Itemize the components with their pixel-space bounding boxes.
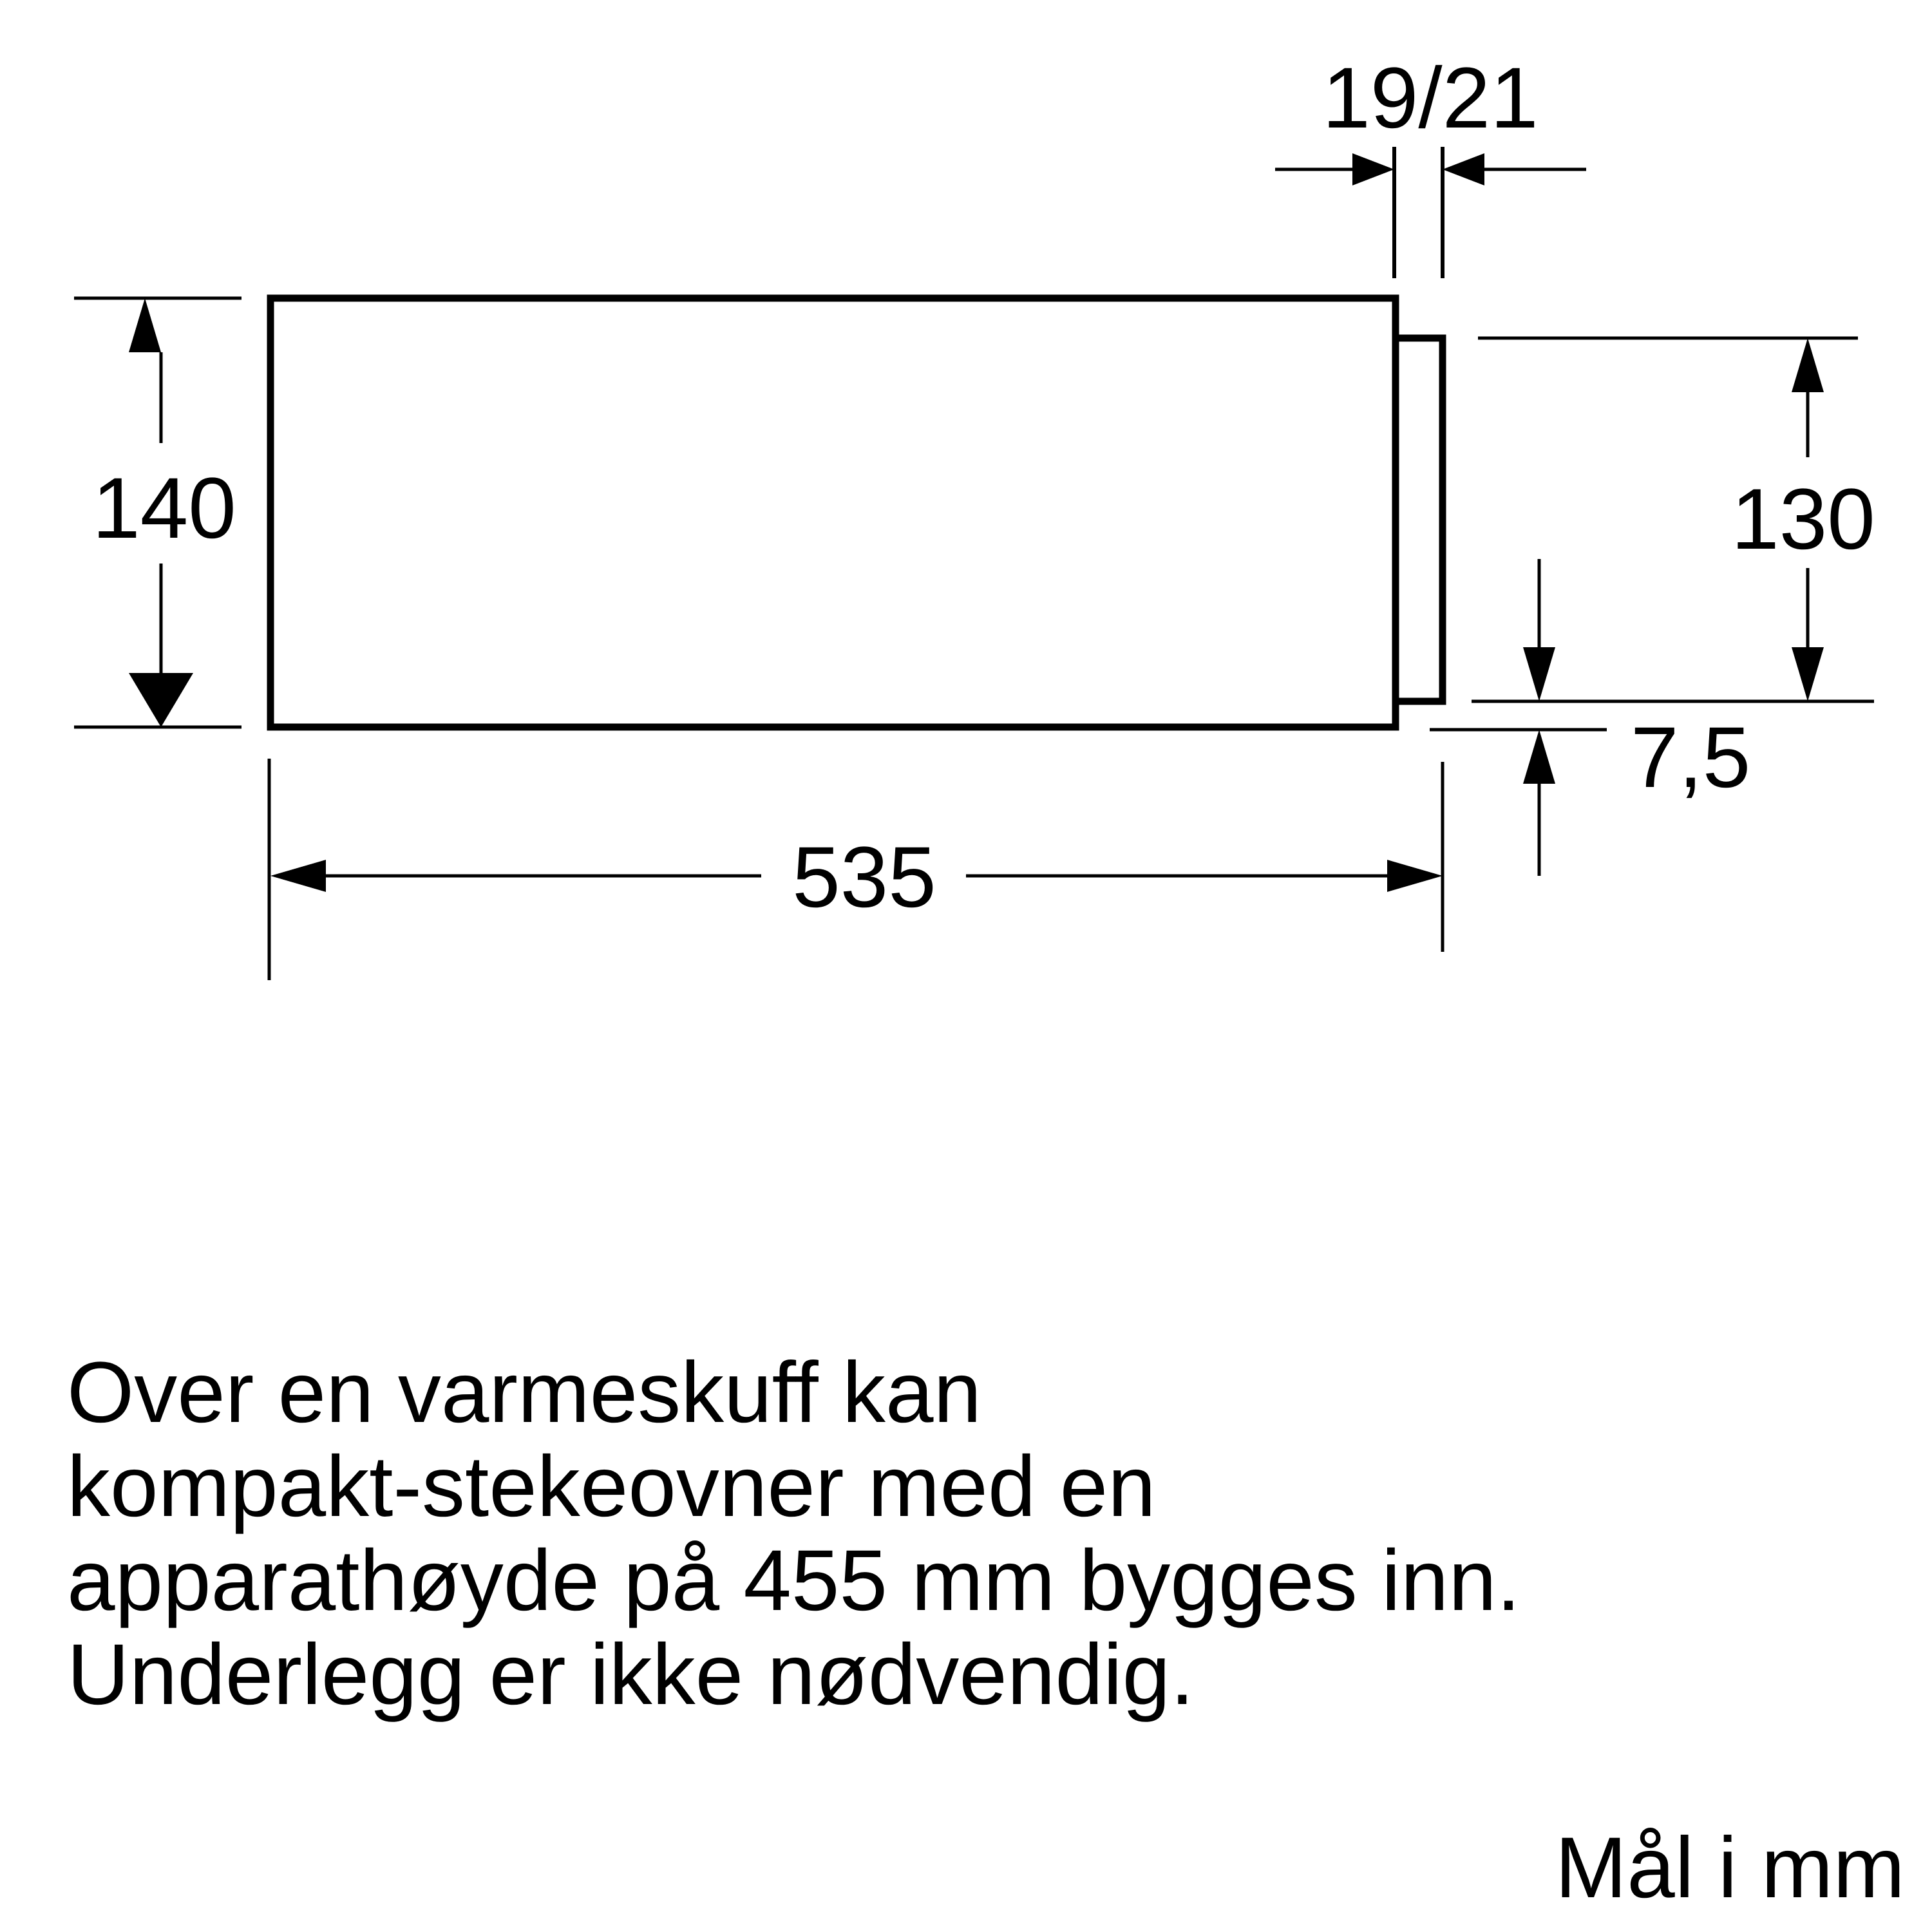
- arrow-right-icon: [1352, 153, 1394, 185]
- arrow-down-icon: [1792, 647, 1824, 701]
- arrow-left-icon: [1443, 153, 1484, 185]
- height-dimension: [74, 298, 242, 727]
- dimension-label-height: 140: [92, 460, 236, 556]
- note-line: Over en varmeskuff kan: [67, 1345, 982, 1441]
- dimension-label-front-height: 130: [1731, 471, 1875, 567]
- arrow-down-icon: [1523, 647, 1555, 701]
- drawer-front-outline: [1396, 338, 1443, 701]
- units-label: Mål i mm: [1555, 1820, 1905, 1916]
- dimension-label-offset: 7,5: [1631, 710, 1751, 806]
- arrow-down-icon: [129, 673, 193, 727]
- installation-note: [67, 1346, 1806, 1722]
- drawer-body-outline: [270, 298, 1396, 727]
- arrow-up-icon: [1792, 338, 1824, 392]
- note-line: kompakt-stekeovner med en: [67, 1439, 1156, 1535]
- width-dimension: [269, 759, 1443, 980]
- dimension-label-width: 535: [792, 829, 936, 925]
- arrow-up-icon: [129, 298, 161, 352]
- arrow-left-icon: [270, 860, 326, 892]
- arrow-up-icon: [1523, 730, 1555, 784]
- front-thickness-dimension: [1275, 50, 1586, 278]
- note-line: Underlegg er ikke nødvendig.: [67, 1627, 1195, 1723]
- arrow-right-icon: [1387, 860, 1443, 892]
- offset-dimension: [1430, 559, 1750, 876]
- front-height-dimension: [1472, 338, 1875, 701]
- dimension-label-front-thickness: 19/21: [1322, 50, 1539, 146]
- note-line: apparathøyde på 455 mm bygges inn.: [67, 1533, 1521, 1629]
